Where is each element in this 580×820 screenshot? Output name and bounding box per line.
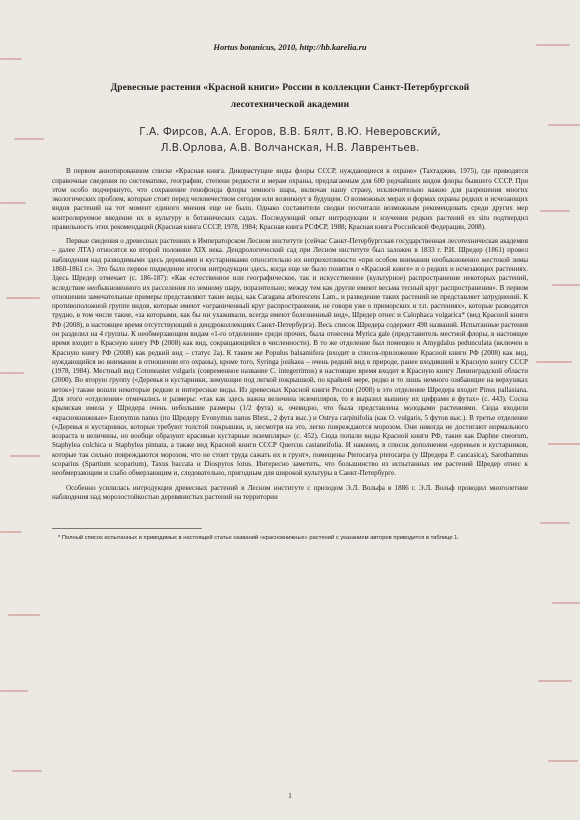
journal-header: Hortus botanicus, 2010, http://hb.karelia.ru <box>213 42 367 52</box>
footnote-divider <box>52 528 202 529</box>
article-title <box>52 82 528 112</box>
article-page <box>52 38 528 812</box>
article-body <box>52 167 528 502</box>
authors <box>52 124 528 158</box>
footnote: * Полный список испытанных и приводимых в настоящей статье названий «краснокнижных» растений с указанием авторов приводится в таблице 1. <box>58 535 460 542</box>
page-number: 1 <box>288 792 292 800</box>
paragraph-3: Особенно усилилась интродукция древесных растений в Лесном институте с приходом Э.Л. Вольфа в 1886 г. Э.Л. Вольф проводил многолетние наблюдения над морозостойкостью деревянистых растений на территории <box>52 483 528 501</box>
paragraph-2: Первые сведения о древесных растениях в Императорском Лесном институте (сейчас Санкт-Петербургская государственная лесотехническая академия – далее ЛТА) относятся ко второй половине XIX века. Дендрологический сад при Лесном институте был заложен в 1833 г. Р.И. Шредер (1861) провел наблюдения над разводимыми здесь деревьями и кустарниками относительно их неприхотливости «при особом внимании необыкновенно жестокой зимы 1860-1861 г.». Это было первое подведение итогов интродукции здесь, когда еще не было понятия о «Красной книге» и о редких и исчезающих растениях. Здесь Шредер отмечает (с. 186-187): «Как естественное или географическое, так и искусственное (культурное) распространение некоторых растений, вследствие необыкновенного их расселения по земному шару, поразительно; между тем как другие имеют весьма тесный круг распространения». В первом отношении замечательные примеры представляют такие виды, как Caragana arborescens Lam., и разведение таких растений не представляет затруднений. К противоположной группе видов, которые имеют «ограниченный круг распространения, не говоря уже о приморских и т.п. растениях», которые разводятся трудно, в том числе такие, «за которыми, как бы ни ухаживали, всегда имеют болезненный вид», Шредер отнес и Calophaca volgarica* (вид Красной книги РФ (2008), в настоящее время отсутствующий в дендроколлекциях Санкт-Петербурга). Весь список Шредера содержит 498 названий. Испытанные растения он разделил на 4 группы. К необмерзающим видам «1-го отделения» среди прочих, была отнесена Myrica gale (представитель местной флоры, в настоящее время входит в Красную книгу РФ (2008) как вид, сокращающийся в численности). В то же отделение был помещен и Amygdalus pedunculata (включен в Красную книгу РФ (2008) как редкий вид – статус 2а). К таким же Populus balsamifera (входит в список-приложение Красной книги РФ (2008) как вид, нуждающийся во внимании в отношении его охраны), кроме того, Syringa josikaea – очень редкий вид в природе, ранее входивший в Красную книгу СССР (1978, 1984). Местный вид Cotoneaster vulgaris (современное название C. integerrimus) в настоящее время входит в Красную книгу Ленинградской области (2000). Во вторую группу («Деревья и кустарники, зимующие под легкой покрышкой, по крайней мере, редко и то лишь немного озябающие на верхушках веток») также вошли некоторые редкие и интересные виды. Из древесных Красной книги России (2008) в это отделение Шредера входит Pinus pallasiana. Для этого «отделения» отмечались и размеры: «так как здесь важна величина экземпляров, то я выразил вышину их цифрами в футах» (с. 443). Сосна крымская имела у Шредера очень небольшие размеры (1/2 фута) и, очевидно, что была представлена молодыми растениями. Сюда входили «краснокнижные» Euonymus nanus (по Шредеру Evonymus nanus Bbrst., 2 фута выс.) и Ostrya carpinifolia (как O. vulgaris, 5 футов выс.). В третье отделение («Деревья и кустарники, которые требуют толстой покрышки, и, несмотря на это, легко повреждаются морозом. Они никогда не достигают нормального возраста и величины, но вообще образуют красивые кустарные экземпляры» (с. 452). Сюда попали виды Красной книги РФ, такие как Daphne cneorum, Staphylea colchica и Staphylea pinnata, а также вид Красной книги СССР Quercus castaneifolia. И наконец, в список дополнения «деревьев и кустарников, которые так сильно повреждаются морозом, что не стоит труда сажать их в грунт», помещены Pterocarya pterocarpa (у Шредера P. caucasica), Sarothamnus scoparius (Spartium scoparium), Taxus baccata и Diospyros lotus. Интересно заметить, что большинство из испытанных им растений Шредер отнес к необмерзающим и слабо обмерзающим и, следовательно, пригодным для широкой культуры в Санкт-Петербурге. <box>52 237 528 478</box>
title-line-1: Древесные растения «Красной книги» России в коллекции Санкт-Петербургской <box>110 83 470 93</box>
paragraph-1: В первом аннотированном списке «Красная книга. Дикорастущие виды флоры СССР, нуждающиеся в охране» (Тахтаджян, 1975), где приводятся справочные сведения по систематике, географии, степени редкости и мерам охраны, предлагаемым для 600 редчайших видов флоры бывшего СССР. При этом особо подчеркнуто, что сохранение генофонда флоры земного шара, включая нашу страну, исключительно важно для разрешения многих экологических проблем, которые стоят перед человечеством сегодня или возникнут в будущем. О возможных мерах и формах охраны редких и исчезающих видов растений на тот момент единого мнения еще не было. Однако составители сводки посчитали возможным рекомендовать среди других мер контролируемое введение их в культуру в ботанических садах. Последующий опыт интродукции и изучения редких растений ex situ подтвердил правильность этих рекомендаций (Красная книга СССР, 1978, 1984; Красная книга РСФСР, 1988; Красная книга Российской Федерации, 2008). <box>52 167 528 231</box>
authors-line-1: Г.А. Фирсов, А.А. Егоров, В.В. Бялт, В.Ю. Неверовский, <box>139 125 441 138</box>
authors-line-2: Л.В.Орлова, А.В. Волчанская, Н.В. Лаврентьев. <box>160 142 420 155</box>
title-line-2: лесотехнической академии <box>230 99 350 110</box>
